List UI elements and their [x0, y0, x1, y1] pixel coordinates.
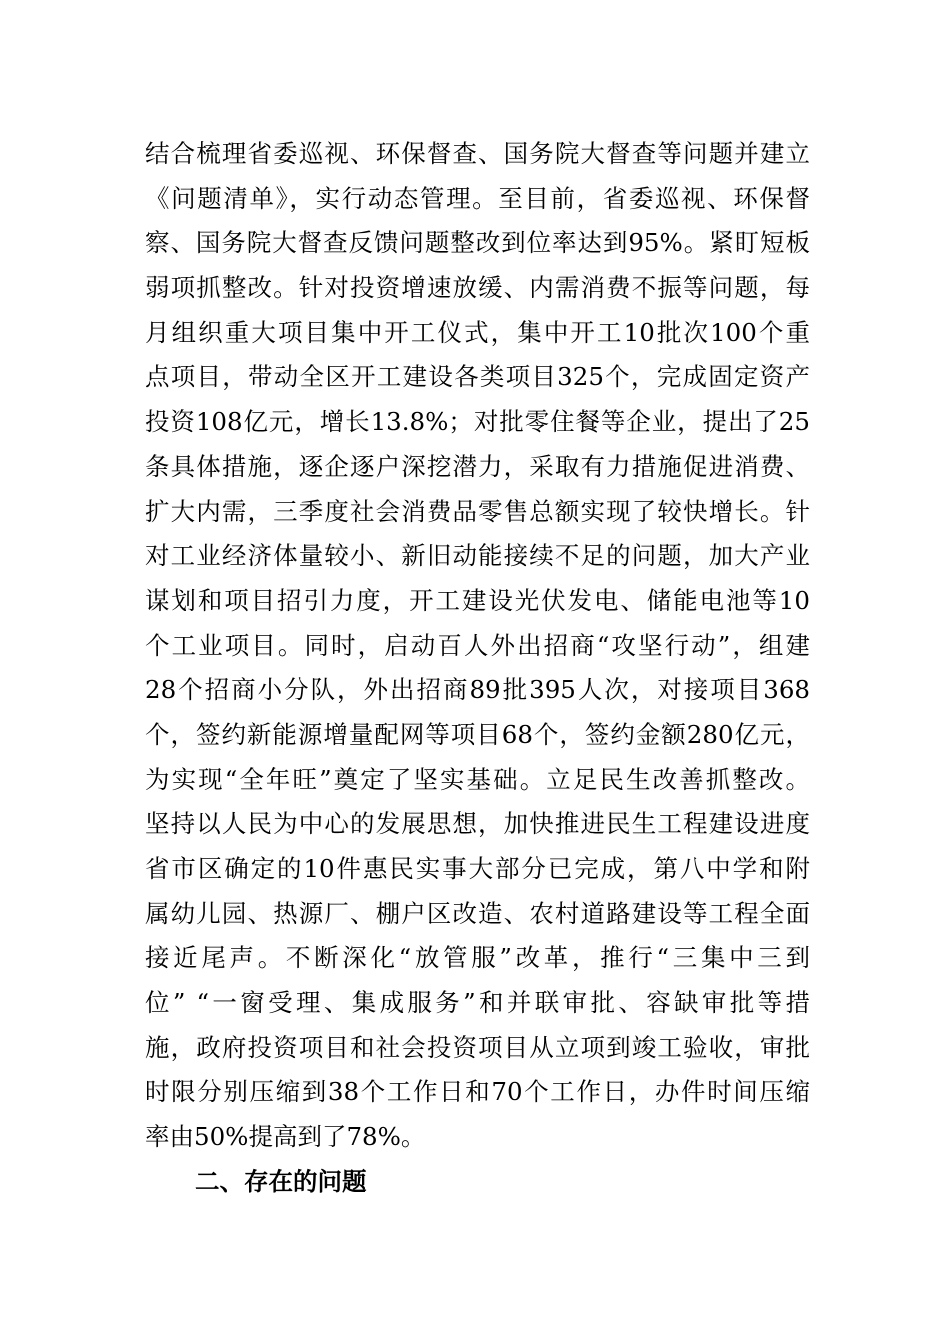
- body-paragraph: [145, 132, 810, 1160]
- paragraph-line: 弱项抓整改。针对投资增速放缓、内需消费不振等问题，每: [145, 273, 810, 303]
- section-heading: 二、存在的问题: [195, 1167, 367, 1196]
- paragraph-line: 《问题清单》，实行动态管理。至目前，省委巡视、环保督: [145, 183, 810, 213]
- paragraph-line: 28个招商小分队，外出招商89批395人次，对接项目368: [145, 675, 810, 705]
- paragraph-line: 投资108亿元，增长13.8%；对批零住餐等企业，提出了25: [145, 407, 810, 437]
- paragraph-line: 率由50%提高到了78%。: [145, 1122, 426, 1152]
- paragraph-line: 个工业项目。同时，启动百人外出招商“攻坚行动”，组建: [145, 630, 810, 660]
- paragraph-line: 位” “一窗受理、集成服务”和并联审批、容缺审批等措: [145, 988, 810, 1018]
- paragraph-line: 谋划和项目招引力度，开工建设光伏发电、储能电池等10: [145, 585, 810, 615]
- paragraph-line: 省市区确定的10件惠民实事大部分已完成，第八中学和附: [145, 854, 810, 883]
- paragraph-line: 个，签约新能源增量配网等项目68个，签约金额280亿元，: [145, 719, 810, 749]
- paragraph-line: 月组织重大项目集中开工仪式，集中开工10批次100个重: [145, 317, 810, 347]
- paragraph-line: 施，政府投资项目和社会投资项目从立项到竣工验收，审批: [145, 1032, 810, 1062]
- paragraph-line: 接近尾声。不断深化“放管服”改革，推行“三集中三到: [145, 943, 810, 973]
- paragraph-line: 扩大内需，三季度社会消费品零售总额实现了较快增长。针: [145, 496, 810, 526]
- paragraph-line: 条具体措施，逐企逐户深挖潜力，采取有力措施促进消费、: [145, 451, 810, 481]
- paragraph-line: 察、国务院大督查反馈问题整改到位率达到95%。紧盯短板: [145, 228, 810, 258]
- paragraph-line: 属幼儿园、热源厂、棚户区改造、农村道路建设等工程全面: [145, 898, 810, 928]
- paragraph-line: 时限分别压缩到38个工作日和70个工作日，办件时间压缩: [145, 1077, 810, 1107]
- paragraph-line: 坚持以人民为中心的发展思想，加快推进民生工程建设进度: [145, 809, 810, 839]
- paragraph-line: 对工业经济体量较小、新旧动能接续不足的问题，加大产业: [145, 541, 810, 571]
- paragraph-line: 点项目，带动全区开工建设各类项目325个，完成固定资产: [145, 362, 810, 392]
- paragraph-line: 为实现“全年旺”奠定了坚实基础。立足民生改善抓整改。: [145, 764, 810, 794]
- paragraph-line: 结合梳理省委巡视、环保督查、国务院大督查等问题并建立: [145, 139, 810, 168]
